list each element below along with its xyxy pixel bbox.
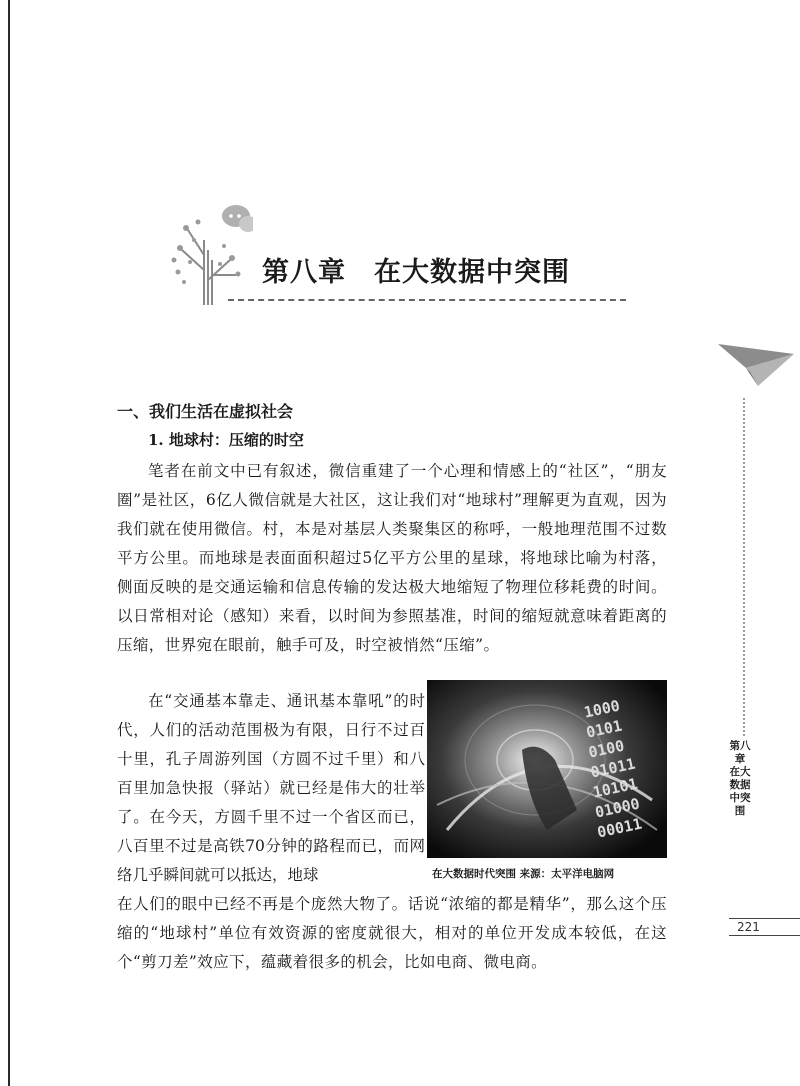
page-number: 221 (729, 918, 800, 936)
paragraph-1: 笔者在前文中已有叙述，微信重建了一个心理和情感上的“社区”，“朋友圈”是社区，6亿人微信就是大社区，这让我们对“地球村”理解更为直观，因为我们就在使用微信。村，本是对基层人类聚集区的称呼，一般地理范围不过数平方公里。而地球是表面面积超过5亿平方公里的星球，将地球比喻为村落，侧面反映的是交通运输和信息传输的发达极大地缩短了物理位移耗费的时间。以日常相对论（感知）来看，以时间为参照基准，时间的缩短就意味着距离的压缩，世界宛在眼前，触手可及，时空被悄然“压缩”。 (117, 462, 667, 654)
section-heading: 一、我们生活在虚拟社会 (117, 402, 294, 421)
binary-digits: 0100 (586, 736, 626, 762)
paper-plane-icon (716, 336, 796, 388)
page-edge (8, 0, 10, 1086)
binary-digits: 1000 (582, 696, 622, 722)
title-divider (228, 299, 626, 301)
paragraph-3: 在人们的眼中已经不再是个庞然大物了。话说“浓缩的都是精华”，那么这个压缩的“地球村”单位有效资源的密度就很大，相对的单位开发成本较低，在这个“剪刀差”效应下，蕴藏着很多的机会，比如电商、微电商。 (117, 895, 667, 971)
binary-digits: 10101 (591, 774, 640, 802)
figure-caption: 在大数据时代突围 来源：太平洋电脑网 (432, 868, 615, 880)
binary-digits: 00011 (595, 814, 644, 842)
binary-digits: 01011 (588, 754, 637, 782)
paragraph-2: 在“交通基本靠走、通讯基本靠吼”的时代，人们的活动范围极为有限，日行不过百十里，孔子周游列国（方圆不过千里）和八百里加急快报（驿站）就已经是伟大的壮举了。在今天，方圆千里不过一个省区而已，八百里不过是高铁70分钟的路程而已，而网络几乎瞬间就可以抵达，地球 (117, 692, 425, 884)
figure-image (427, 680, 667, 858)
binary-digits: 0101 (584, 716, 624, 742)
binary-digits: 01000 (593, 794, 642, 822)
side-chapter-label: 第八章 在大数据中突围 (729, 740, 751, 817)
subsection-heading: 1. 地球村：压缩的时空 (148, 431, 304, 449)
chapter-title: 第八章 在大数据中突围 (262, 257, 570, 288)
tree-bubble-icon (168, 200, 253, 305)
margin-dotted-line (743, 398, 745, 736)
